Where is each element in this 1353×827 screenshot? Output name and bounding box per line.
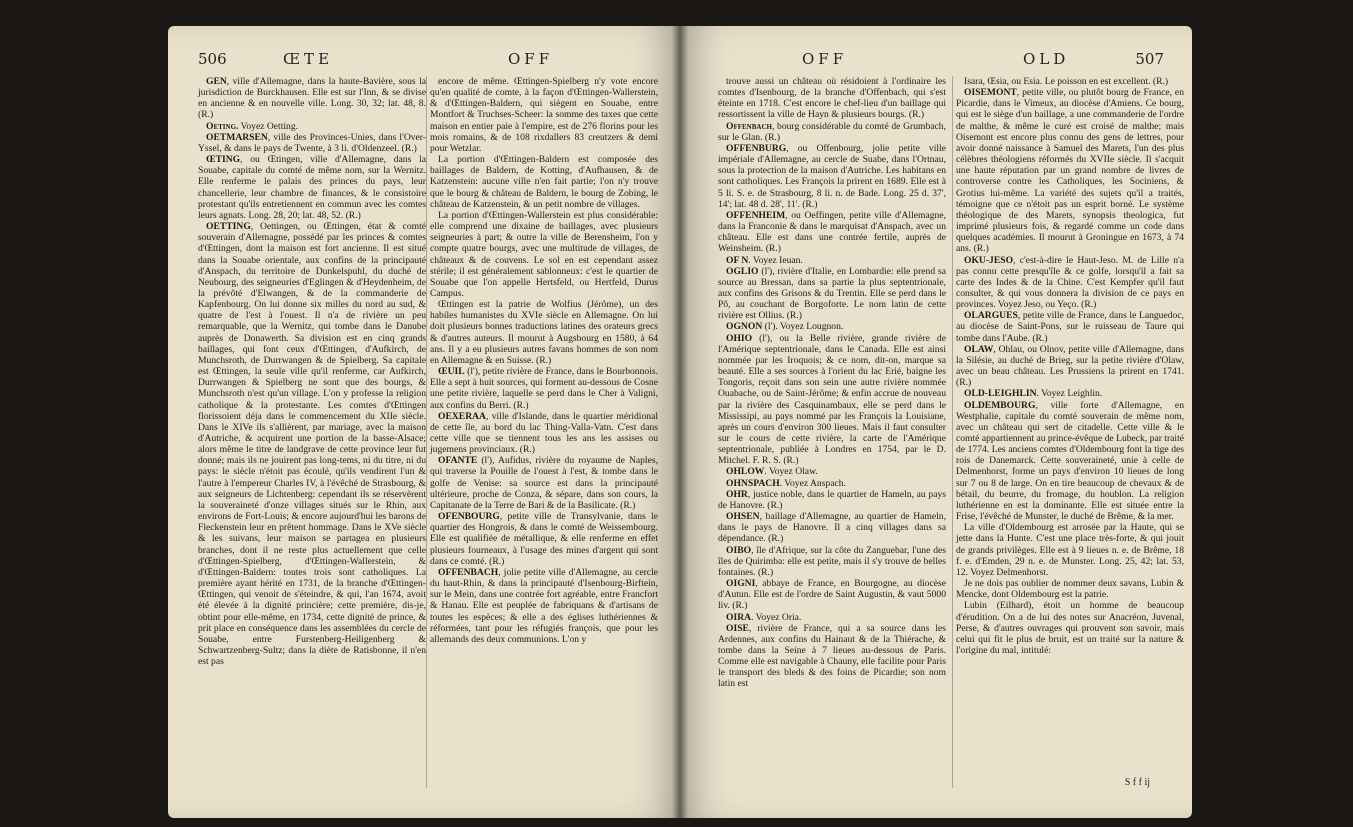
dictionary-entry	[430, 411, 658, 456]
dictionary-entry	[430, 76, 658, 154]
dictionary-entry	[718, 143, 946, 210]
dictionary-entry	[198, 76, 426, 121]
dictionary-entry	[718, 255, 946, 266]
entry-text: (l'), Aufidus, rivière du royaume de Naples, qui traverse la Pouille de l'ouest à l'est, & tombe dans le golfe de Venise: sa source est dans la principauté ultérieure, proche de Conza, & sépare, dans son cours, la Capitanate de la Terre de Bari & de la Basilicate. (R.)	[430, 455, 658, 511]
dictionary-entry	[430, 210, 658, 299]
dictionary-entry	[718, 578, 946, 611]
dictionary-entry	[430, 455, 658, 511]
right-page-header	[680, 50, 1192, 70]
dictionary-entry	[718, 623, 946, 690]
entry-headword: OLARGUES	[964, 310, 1018, 322]
entry-text: La portion d'Œttingen-Wallerstein est plus considérable: elle comprend une dixaine de baillages, avec plusieurs seigneuries à part; & outre la ville de Berensheim, l'on y compte quatre bourgs, avec une multitude de villages, de châteaux & de couvens. Le sol en est cependant assez stérile; il est généralement sablonneux: c'est le quartier de Souabe que l'on appelle Hertsfeld, ou Hertfeld, Durus Campus.	[430, 209, 658, 299]
entry-text: . Voyez Ieuan.	[748, 254, 803, 266]
entry-text: , ville d'Islande, dans le quartier méridional de cette île, au bord du lac Thing-Valla-Vatn. C'est dans cette ville que se tiennent tous les ans les assises ou jugemens provinciaux. (R.)	[430, 410, 658, 456]
entry-headword: OEXERAA	[438, 410, 486, 422]
entry-text: trouve aussi un château où résidoient à l'ordinaire les comtes d'Isenbourg, de la branche d'Offenbach, qui s'est éteinte en 1718. C'est encore le chef-lieu d'un baillage qui ressortissent la ville de Hayn & plusieurs bourgs. (R.)	[718, 76, 946, 121]
entry-text: , petite ville de France, dans le Languedoc, au diocèse de Saint-Pons, sur le ruisseau de Taure qui tombe dans l'Aube. (R.)	[956, 310, 1184, 344]
entry-text: Œttingen est la patrie de Wolfius (Jérôme), un des habiles humanistes du XVIe siècle en Allemagne. On lui doit plusieurs bonnes traductions latines des orateurs grecs & d'autres auteurs. Il mourut à Augsbourg en 1580, à 64 ans. Il y a eu plusieurs autres favans hommes de son nom en Allemagne & en Suisse. (R.)	[430, 299, 658, 366]
entry-text: Je ne dois pas oublier de nommer deux savans, Lubin & Mencke, dont Oldembourg est la patrie.	[956, 578, 1184, 601]
entry-text: (l'), ou la Belle rivière, grande rivière de l'Amérique septentrionale, dans le Canada. Elle est ainsi nommée par les Iroquois; & ce nom, dit-on, marque sa beauté. Elle a ses sources à l'orient du lac Erié, baigne les Tongoris, reçoit dans son sein une autre rivière nommée Ouabache, ou de Saint-Jérôme; & enfin accrue de nouveau par la rivière des Casquinambaux, elle se perd dans le Mississipi, au pays nommé par les François la Louisiane, après un cours d'environ 300 lieues. Mais il faut consulter sur le cours de cette rivière, la carte de l'Amérique septentrionale, publiée à Londres en 1754, par le D. Mitchel. F. R. S. (R.)	[718, 332, 946, 467]
dictionary-entry	[718, 321, 946, 332]
entry-text: , baillage d'Allemagne, au quartier de Hameln, dans le pays de Hanovre. Il a cinq villages dans sa dépendance. (R.)	[718, 511, 946, 545]
dictionary-entry	[718, 466, 946, 477]
right-header-left-word: OFF	[802, 50, 848, 68]
entry-headword: OFFENBURG	[726, 142, 787, 154]
dictionary-entry	[718, 478, 946, 489]
entry-headword: OKU-JESO	[964, 254, 1014, 266]
dictionary-entry	[430, 511, 658, 567]
left-header-left-word: ŒTE	[283, 50, 334, 68]
dictionary-entry	[718, 612, 946, 623]
entry-headword: OHSEN	[726, 511, 760, 523]
entry-headword: OFANTE	[438, 455, 478, 467]
right-column-2	[956, 76, 1184, 656]
dictionary-entry	[956, 76, 1184, 87]
entry-headword: OHR	[726, 488, 748, 500]
dictionary-entry	[718, 511, 946, 544]
entry-text: , petite ville, ou plutôt bourg de France, en Picardie, dans le Vimeux, au diocèse d'Amiens. Ce bourg, qui est le siège d'un baillage, a une commanderie de l'ordre de malthe, & même le curé est croisé de malthe; mais Oisemont est encore plus connu des gens de lettres, pour avoir donné naissance à Samuel des Marets, l'un des plus célèbres théologiens réformés du XVIIe siècle. Il s'acquit une haute réputation par un grand nombre de livres de controverse contre les Catholiques, les Sociniens, & Grotius lui-même. La variété des sujets qu'il a traités, témoigne que ce n'étoit pas un esprit borné. Le système théologique de des Marets, synopsis theologica, fut imprimé plusieurs fois, & regardé comme un code dans quelques académies. Il mourut à Groningue en 1673, à 74 ans. (R.)	[956, 87, 1184, 255]
entry-headword: OIGNI	[726, 578, 756, 590]
entry-headword: OGLIO	[726, 265, 759, 277]
entry-text: , justice noble, dans le quartier de Hameln, au pays de Hanovre. (R.)	[718, 488, 946, 511]
entry-text: , ville forte d'Allemagne, en Westphalie, capitale du comté souverain de même nom, avec un château qui sert de citadelle. Cette ville & le comté appartiennent au prince-évêque de Lubeck, par traité de 1774. Les anciens comtes d'Oldembourg font la tige des rois de Danemarck. Cette souveraineté, unie à celle de Delmenhorst, forme un pays d'environ 10 lieues de long sur 7 ou 8 de large. On en tire beaucoup de chevaux & de bétail, du beurre, du fromage, du houblon. La religion luthérienne en est la dominante. Elle est située entre la Frise, l'évêché de Munster, le duché de Brême, & la mer.	[956, 399, 1185, 523]
entry-text: (l'), petite rivière de France, dans le Bourbonnois. Elle a sept à huit sources, qui forment au-dessous de Cosne une petite rivière, laquelle se perd dans le Cher à Valigni, aux confins du Berri. (R.)	[430, 366, 658, 411]
dictionary-entry	[198, 221, 426, 667]
entry-text: (l'), rivière d'Italie, en Lombardie: elle prend sa source au Bressan, dans sa partie la plus septentrionale, aux confins des Grisons & du Trentin. Elle se perd dans le Pô, au couchant de Borgoforte. Le nom latin de cette rivière est Ollius. (R.)	[718, 265, 946, 322]
right-page	[680, 26, 1192, 818]
dictionary-entry	[956, 310, 1184, 343]
left-column-1	[198, 76, 426, 667]
entry-text: . Voyez Anspach.	[779, 477, 846, 489]
dictionary-entry	[718, 545, 946, 578]
dictionary-entry	[198, 154, 426, 221]
dictionary-entry	[718, 121, 946, 143]
entry-text: , c'est-à-dire le Haut-Jeso. M. de Lille n'a pas connu cette presqu'île & ce golfe, lorsqu'il a fait sa carte des Indes & de la Chine. C'est Kempfer qu'il faut consulter, & qui vous donnera la division de ce pays en provinces. Voyez Jeso, ou Yeço. (R.)	[956, 254, 1184, 311]
dictionary-entry	[956, 522, 1184, 578]
entry-headword: OHNSPACH	[726, 477, 780, 489]
entry-text: , Ohlau, ou Olnov, petite ville d'Allemagne, dans la Silésie, au duché de Brieg, sur la petite rivière d'Olaw, avec un beau château. Les Prussiens la prirent en 1741. (R.)	[956, 343, 1184, 389]
entry-headword: OISEMONT	[964, 87, 1017, 99]
entry-headword: OFFENBACH	[438, 566, 499, 578]
entry-text: . Voyez Leighlin.	[1036, 388, 1103, 400]
right-column-1	[718, 76, 946, 690]
entry-headword: OETMARSEN	[206, 131, 268, 143]
entry-text: Voyez Oetting.	[238, 120, 299, 132]
dictionary-entry	[956, 600, 1184, 656]
entry-text: . Voyez Oria.	[751, 611, 802, 623]
entry-text: , abbaye de France, en Bourgogne, au diocèse d'Autun. Elle est de l'ordre de Saint Augustin, & vaut 5000 liv. (R.)	[718, 578, 946, 612]
dictionary-entry	[430, 154, 658, 210]
dictionary-entry	[430, 567, 658, 645]
entry-headword: OETTING	[206, 221, 251, 233]
dictionary-entry	[718, 333, 946, 467]
entry-text: . Voyez Olaw.	[764, 466, 818, 478]
entry-headword: OIBO	[726, 544, 752, 556]
dictionary-entry	[718, 76, 946, 121]
signature-mark: S f f ij	[1124, 777, 1150, 788]
dictionary-entry	[956, 87, 1184, 254]
entry-text: La ville d'Oldembourg est arrosée par la Haute, qui se jette dans la Hunte. C'est une place très-forte, & qui jouit de grands privilèges. Elle est à 9 lieues n. e. de Brême, 18 f. e. d'Emden, 29 n. e. de Munster. Long. 25, 42; lat. 53, 12. Voyez Delmenhorst.	[956, 522, 1184, 578]
entry-headword: OHLOW	[726, 466, 765, 478]
dictionary-entry	[956, 578, 1184, 600]
entry-text: (l'). Voyez Lougnon.	[762, 321, 844, 333]
entry-text: Isara, Œsia, ou Esia. Le poisson en est excellent. (R.)	[964, 76, 1169, 87]
dictionary-entry	[956, 400, 1184, 523]
entry-headword: OIRA	[726, 611, 752, 623]
dictionary-entry	[198, 132, 426, 154]
left-page-number: 506	[198, 50, 227, 68]
dictionary-entry	[718, 489, 946, 511]
entry-headword: Offenbach	[726, 120, 772, 132]
entry-headword: OFFENHEIM	[726, 209, 786, 221]
entry-text: , petite ville de Transylvanie, dans le quartier des Hongrois, & dans le comté de Weissembourg. Elle est qualifiée de métallique, & elle renferme en effet plusieurs fourneaux, à l'usage des mines d'argent qui sont dans ce comté. (R.)	[430, 511, 658, 567]
column-divider	[426, 76, 427, 788]
entry-headword: Oeting.	[206, 120, 239, 132]
entry-text: , ou Oeffingen, petite ville d'Allemagne, dans la Franconie & dans le marquisat d'Anspach, avec un château. Elle est dans une contrée fertile, auprès de Weinsheim. (R.)	[718, 209, 946, 255]
right-page-number: 507	[1135, 50, 1164, 68]
left-header-right-word: OFF	[508, 50, 554, 68]
entry-text: La portion d'Œttingen-Baldern est composée des baillages de Baldern, de Kotting, d'Aufhausen, & de Katzenstein: aucune ville n'en fait partie; l'on n'y trouve que le bourg & château de Baldern, le bourg de Zobing, le château de Katzenstein, & un petit nombre de villages.	[430, 154, 658, 210]
entry-text: , ville d'Allemagne, dans la haute-Bavière, sous la jurisdiction de Burckhausen. Elle est sur l'Inn, & se divise en ancienne & en nouvelle ville. Long. 30, 32; lat. 48, 8. (R.)	[198, 76, 426, 121]
entry-text: , Oettingen, ou Œttingen, état & comté souverain d'Allemagne, possédé par les princes & comtes d'Œttingen, dont la maison est fort ancienne. Il est situé dans la Souabe orientale, aux confins de la principauté d'Anspach, du territoire de Dunkelspuhl, du duché de Neubourg, des seigneuries d'Eglingen & d'Heydenheim, de la prévôté d'Elwangen, & de la commanderie de Kapfenbourg. On lui donne six milles du nord au sud, & quatre de l'est à l'ouest. Il n'a de rivière un peu remarquable, que la Wernitz, qui tombe dans le Danube auprès de Donawerth. Sa division est en cinq grands baillages, qui font ceux d'Œttingen, d'Aufkirch, de Munchsroth, de Durrwangen & de Spielberg. Sa capitale est Œttingen, la seule ville qu'il renferme, car Aufkirch, Durrwangen & Spielberg ne sont que des bourgs, & Munchsroth n'est qu'un village. L'on y professe la religion catholique & la protestante. Les comtes d'Œttingen florissoient déja dans le commencement du XIIe siècle. Dans le XIVe ils s'allièrent, par mariage, avec la maison d'Autriche, & acquirent une portion de la basse-Alsace; alors même le titre de landgrave de cette province leur fut donné; mais ils ne jouirent pas long-tems, ni du titre, ni du pays: le siècle n'étoit pas écoulé, qu'ils vendirent l'un & l'autre à l'empereur Charles IV, à l'évêché de Strasbourg, & aux seigneurs de Lichtenberg: cependant ils se réservèrent la souveraineté d'onze villages situés sur le Rhin, aux environs de Fort-Louis; & encore aujourd'hui les barons de Fleckenstein leur en prêtent hommage. Dans le XVe siècle & les suivans, leur maison se partagea en plusieurs branches, dont il ne reste plus actuellement que celle d'Œttingen-Spielberg, d'Œttingen-Wallerstein, & d'Œttingen-Baldern: toutes trois sont catholiques. La première ayant hérité en 1731, de la branche d'Œttingen-Œttingen, qui venoit de s'éteindre, & qui, l'an 1674, avoit été élevée à la dignité princière; cette première, dis-je, obtint pour elle-même, en 1734, cette dignité de prince, & prit place en conséquence dans les assemblées du cercle de Souabe, entre Furstenberg-Heiligenberg & Schwartzenberg-Sultz; dans la diète de Ratisbonne, il n'en est pas	[198, 221, 426, 668]
left-page-header	[168, 50, 680, 70]
entry-headword: OF N	[726, 254, 749, 266]
entry-text: , rivière de France, qui a sa source dans les Ardennes, aux confins du Hainaut & de la Thiérache, & tombe dans la Seine à 7 lieues au-dessous de Paris. Comme elle est navigable à Chauny, elle facilite pour Paris le transport des bleds & des foins de Picardie; son nom latin est	[718, 622, 946, 690]
entry-text: , île d'Afrique, sur la côte du Zanguebar, l'une des îles de Quirimba: elle est petite, mais il s'y trouve de belles fontaines. (R.)	[718, 544, 946, 578]
entry-text: , ou Offenbourg, jolie petite ville impériale d'Allemagne, au cercle de Suabe, dans l'Ortnau, sous la protection de la maison d'Autriche. Les habitans en sont catholiques. Les François la prirent en 1689. Elle est à 5 li. S. e. de Strasbourg, 8 li. n. de Bade. Long. 25 d. 37', 14'; lat. 48 d. 28', 11'. (R.)	[718, 142, 946, 210]
entry-headword: ŒUIL	[438, 366, 465, 378]
entry-text: Lubin (Eilhard), étoit un homme de beaucoup d'érudition. On a de lui des notes sur Anacréon, Juvenal, Perse, & d'autres ouvrages qui prouvent son savoir, mais celui qui fit le plus de bruit, est un traité sur la nature & l'origine du mal, intitulé:	[956, 600, 1184, 656]
entry-headword: OGNON	[726, 321, 763, 333]
entry-text: encore de même. Œttingen-Spielberg n'y vote encore qu'en qualité de comte, à la façon d'Œttingen-Wallerstein, & d'Œttingen-Baldern, qui siègent en Souabe, entre Montfort & Truchses-Scheer: la somme des taxes que cette maison en entier paie à l'empire, est de 276 florins pour les mois romains, & de 108 rixdallers 83 creutzers & demi pour Wetzlar.	[430, 76, 658, 154]
dictionary-entry	[430, 299, 658, 366]
entry-headword: OFENBOURG	[438, 511, 500, 523]
entry-text: , ville des Provinces-Unies, dans l'Over-Yssel, & dans le pays de Twente, à 3 li. d'Oldenzeel. (R.)	[198, 131, 426, 154]
entry-text: , ou Œtingen, ville d'Allemagne, dans la Souabe, capitale du comté de même nom, sur la Wernitz. Elle renferme le palais des princes du pays, leur chancellerie, leur chambre de finances, & le consistoire protestant qu'ils entretiennent en commun avec les comtes leurs agnats. Long. 28, 20; lat. 48, 52. (R.)	[198, 154, 426, 221]
right-header-right-word: OLD	[1023, 50, 1070, 68]
dictionary-entry	[430, 366, 658, 411]
dictionary-entry	[956, 344, 1184, 389]
dictionary-entry	[956, 388, 1184, 399]
entry-text: , jolie petite ville d'Allemagne, au cercle du haut-Rhin, & dans la principauté d'Isenbourg-Birftein, sur le Mein, dans une contrée fort agréable, entre Francfort & Hanau. Elle est peuplée de fabriquans & d'artisans de toutes les espèces; & elle a des églises luthériennes & réformées, tant pour les réfugiés françois, que pour les allemands des deux communions. L'on y	[430, 566, 658, 645]
entry-headword: ŒTING	[206, 154, 241, 166]
column-divider	[952, 76, 953, 788]
entry-headword: GEN	[206, 76, 227, 87]
entry-headword: OHIO	[726, 332, 753, 344]
entry-text: , bourg considérable du comté de Grumbach, sur le Glan. (R.)	[718, 120, 946, 143]
dictionary-entry	[198, 121, 426, 132]
book-gutter	[672, 26, 688, 818]
entry-headword: OLD-LEIGHLIN	[964, 388, 1037, 400]
dictionary-entry	[718, 266, 946, 322]
entry-headword: OISE	[726, 622, 749, 634]
left-page	[168, 26, 680, 818]
left-column-2	[430, 76, 658, 645]
entry-headword: OLAW	[964, 343, 994, 355]
entry-headword: OLDEMBOURG	[964, 399, 1036, 411]
dictionary-entry	[956, 255, 1184, 311]
dictionary-entry	[718, 210, 946, 255]
